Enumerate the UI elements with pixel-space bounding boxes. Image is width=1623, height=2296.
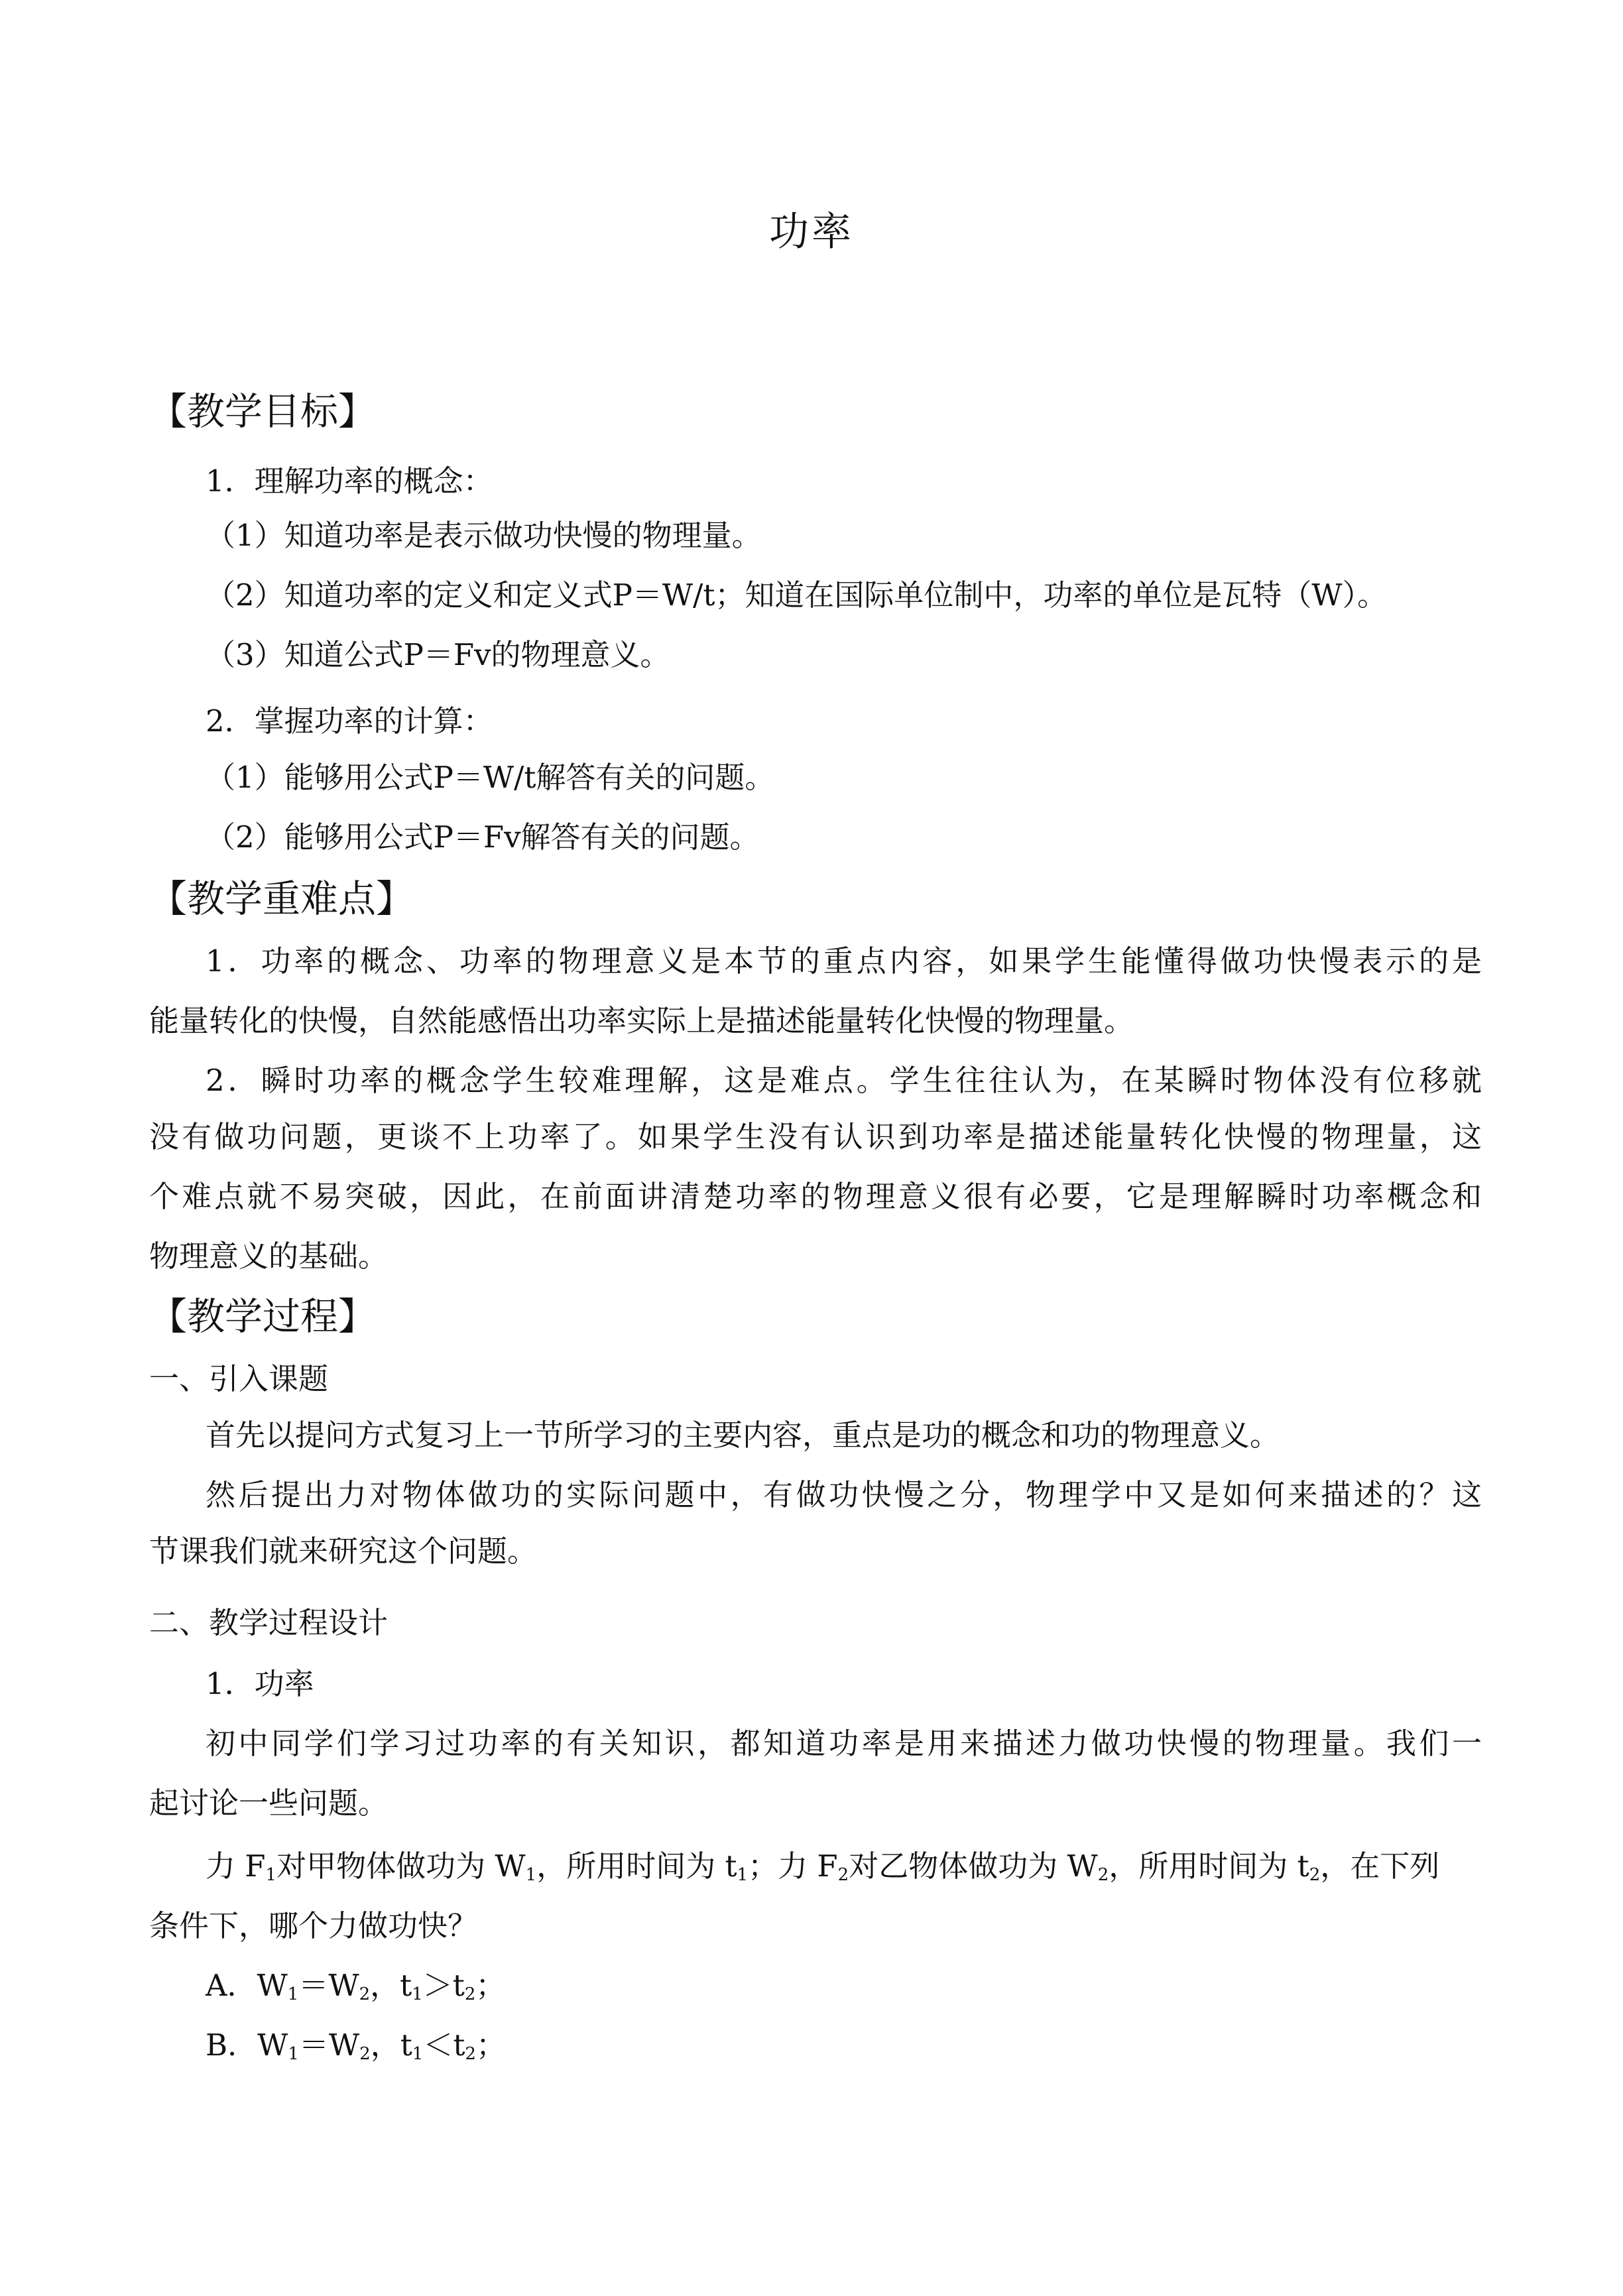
- key-point-1-line-2: 能量转化的快慢，自然能感悟出功率实际上是描述能量转化快慢的物理量。: [149, 1003, 1134, 1038]
- option-a: A．$W_1=W_2$，$t_1>t_2$；: [206, 1968, 506, 2004]
- page-title: 功率: [769, 209, 854, 255]
- objective-item-2: 2．掌握功率的计算：: [206, 703, 493, 739]
- key-point-2-line-1: 2．瞬时功率的概念学生较难理解，这是难点。学生往往认为，在某瞬时物体没有位移就: [206, 1063, 1482, 1098]
- objective-item-2-1: （1）能够用公式P＝W/t解答有关的问题。: [206, 760, 775, 795]
- part2-item-1: 1．功率: [206, 1666, 314, 1701]
- part1-paragraph-2-line-1: 然后提出力对物体做功的实际问题中，有做功快慢之分，物理学中又是如何来描述的？这: [206, 1477, 1482, 1512]
- objective-item-2-2: （2）能够用公式P＝Fv解答有关的问题。: [206, 819, 760, 855]
- key-point-2-line-2: 没有做功问题，更谈不上功率了。如果学生没有认识到功率是描述能量转化快慢的物理量，这: [149, 1119, 1482, 1154]
- part2-paragraph-1-line-2: 起讨论一些问题。: [149, 1785, 389, 1821]
- key-point-2-line-4: 物理意义的基础。: [149, 1239, 389, 1274]
- part1-heading: 一、引入课题: [149, 1361, 329, 1396]
- objective-item-1-1: （1）知道功率是表示做功快慢的物理量。: [206, 518, 762, 553]
- section-heading-key-points: 【教学重难点】: [149, 877, 414, 921]
- part1-paragraph-1: 首先以提问方式复习上一节所学习的主要内容，重点是功的概念和功的物理意义。: [206, 1418, 1280, 1453]
- key-point-1-line-1: 1．功率的概念、功率的物理意义是本节的重点内容，如果学生能懂得做功快慢表示的是: [206, 943, 1482, 979]
- objective-item-1-2: （2）知道功率的定义和定义式P＝W/t；知道在国际单位制中，功率的单位是瓦特（W）。: [206, 577, 1388, 613]
- part2-paragraph-1-line-1: 初中同学们学习过功率的有关知识，都知道功率是用来描述力做功快慢的物理量。我们一: [206, 1726, 1482, 1761]
- question-line-1: 力 $F_1$对甲物体做功为 $W_1$，所用时间为 $t_1$；力 $F_2$对乙物体做功为 $W_2$，所用时间为 $t_2$，在下列: [206, 1848, 1440, 1885]
- part1-paragraph-2-line-2: 节课我们就来研究这个问题。: [149, 1534, 538, 1569]
- key-point-2-line-3: 个难点就不易突破，因此，在前面讲清楚功率的物理意义很有必要，它是理解瞬时功率概念和: [149, 1179, 1482, 1214]
- option-b: B．$W_1=W_2$，$t_1<t_2$；: [206, 2027, 506, 2064]
- part2-heading: 二、教学过程设计: [149, 1605, 389, 1640]
- question-line-2: 条件下，哪个力做功快？: [149, 1908, 478, 1943]
- objective-item-1: 1．理解功率的概念：: [206, 463, 493, 499]
- section-heading-process: 【教学过程】: [149, 1295, 376, 1339]
- section-heading-objectives: 【教学目标】: [149, 390, 376, 434]
- objective-item-1-3: （3）知道公式P＝Fv的物理意义。: [206, 637, 670, 672]
